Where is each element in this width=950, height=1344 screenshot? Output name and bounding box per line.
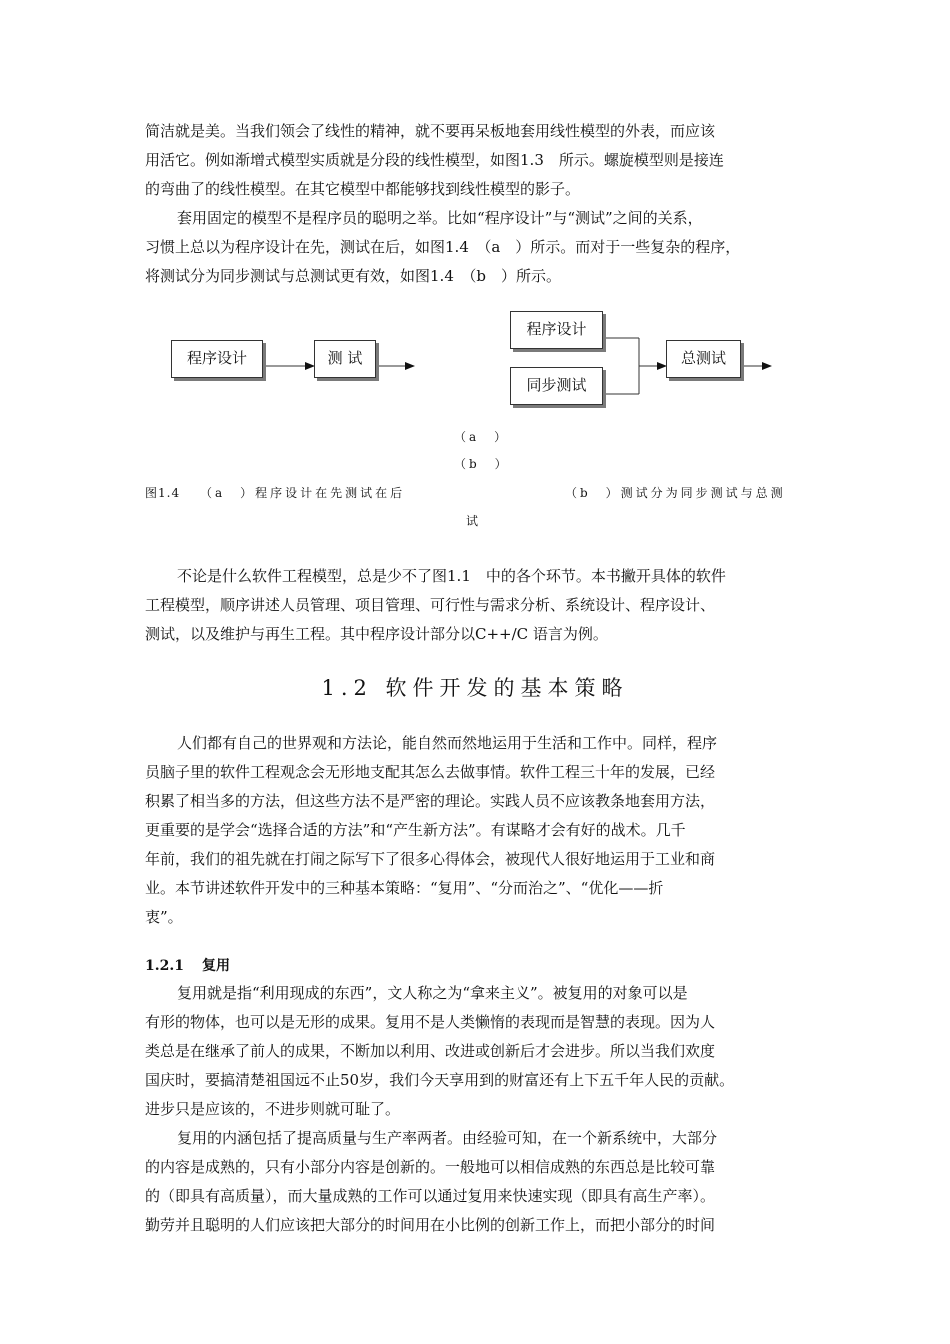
text-line: 更重要的是学会“选择合适的方法”和“产生新方法”。有谋略才会有好的战术。几千 xyxy=(145,821,686,839)
box-b-total-test: 总测试 xyxy=(666,340,741,378)
paragraph-reuse-quality xyxy=(145,1124,807,1240)
text-line: 衷”。 xyxy=(145,908,183,926)
text-line: 人们都有自己的世界观和方法论，能自然而然地运用于生活和工作中。同样，程序 xyxy=(177,734,718,752)
text-line: 的内容是成熟的，只有小部分内容是创新的。一般地可以相信成熟的东西总是比较可靠 xyxy=(145,1158,716,1176)
text-line: 业。本节讲述软件开发中的三种基本策略：“复用”、“分而治之”、“优化——折 xyxy=(145,879,664,897)
subsection-title: 复用 xyxy=(201,958,230,974)
paragraph-reuse-definition xyxy=(145,979,807,1124)
section-title: 1.2 软件开发的基本策略 xyxy=(321,676,629,700)
text-line: 的弯曲了的线性模型。在其它模型中都能够找到线性模型的影子。 xyxy=(145,180,581,198)
text-line: 积累了相当多的方法，但这些方法不是严密的理论。实践人员不应该教条地套用方法， xyxy=(145,792,716,810)
text-line: 用活它。例如渐增式模型实质就是分段的线性模型，如图1.3 所示。螺旋模型则是接连 xyxy=(145,151,724,169)
text-line: 有形的物体，也可以是无形的成果。复用不是人类懒惰的表现而是智慧的表现。因为人 xyxy=(145,1013,716,1031)
text-line: 勤劳并且聪明的人们应该把大部分的时间用在小比例的创新工作上，而把小部分的时间 xyxy=(145,1216,716,1234)
text-line: 工程模型，顺序讲述人员管理、项目管理、可行性与需求分析、系统设计、程序设计、 xyxy=(145,596,716,614)
figure-label-a: （a ） xyxy=(454,430,510,444)
text-line: 员脑子里的软件工程观念会无形地支配其怎么去做事情。软件工程三十年的发展，已经 xyxy=(145,763,716,781)
text-line: 习惯上总以为程序设计在先，测试在后，如图1.4 （a ）所示。而对于一些复杂的程序， xyxy=(145,238,741,256)
box-b-program-design: 程序设计 xyxy=(510,311,603,349)
figure-caption-b-continued: 试 xyxy=(466,514,482,528)
box-a-program-design: 程序设计 xyxy=(171,340,263,378)
text-line: 将测试分为同步测试与总测试更有效，如图1.4 （b ）所示。 xyxy=(145,267,561,285)
text-line: 不论是什么软件工程模型，总是少不了图1.1 中的各个环节。本书撇开具体的软件 xyxy=(177,567,726,585)
text-line: 简洁就是美。当我们领会了线性的精神，就不要再呆板地套用线性模型的外表，而应该 xyxy=(145,122,716,140)
figure-caption-b: （b ）测试分为同步测试与总测 xyxy=(565,486,786,500)
text-line: 套用固定的模型不是程序员的聪明之举。比如“程序设计”与“测试”之间的关系， xyxy=(177,209,703,227)
text-line: 国庆时，要搞清楚祖国远不止50岁，我们今天享用到的财富还有上下五千年人民的贡献。 xyxy=(145,1071,735,1089)
paragraph-methodology xyxy=(145,729,807,932)
text-line: 进步只是应该的，不进步则就可耻了。 xyxy=(145,1100,401,1118)
paragraph-chapter-overview xyxy=(145,562,807,649)
subsection-number: 1.2.1 xyxy=(145,958,184,974)
box-b-sync-test: 同步测试 xyxy=(510,367,603,405)
subsection-heading xyxy=(145,955,230,975)
box-a-test: 测 试 xyxy=(314,340,376,378)
text-line: 复用就是指“利用现成的东西”，文人称之为“拿来主义”。被复用的对象可以是 xyxy=(177,984,688,1002)
figure-caption-number: 图1.4 xyxy=(145,486,181,500)
text-line: 年前，我们的祖先就在打闹之际写下了很多心得体会，被现代人很好地运用于工业和商 xyxy=(145,850,716,868)
text-line: 类总是在继承了前人的成果，不断加以利用、改进或创新后才会进步。所以当我们欢度 xyxy=(145,1042,716,1060)
text-line: 测试，以及维护与再生工程。其中程序设计部分以C++/C 语言为例。 xyxy=(145,625,608,643)
figure-caption-a: （a ）程序设计在先测试在后 xyxy=(200,486,406,500)
figure-label-b: （b ） xyxy=(454,457,510,471)
text-line: 的（即具有高质量），而大量成熟的工作可以通过复用来快速实现（即具有高生产率）。 xyxy=(145,1187,716,1205)
text-line: 复用的内涵包括了提高质量与生产率两者。由经验可知，在一个新系统中，大部分 xyxy=(177,1129,718,1147)
